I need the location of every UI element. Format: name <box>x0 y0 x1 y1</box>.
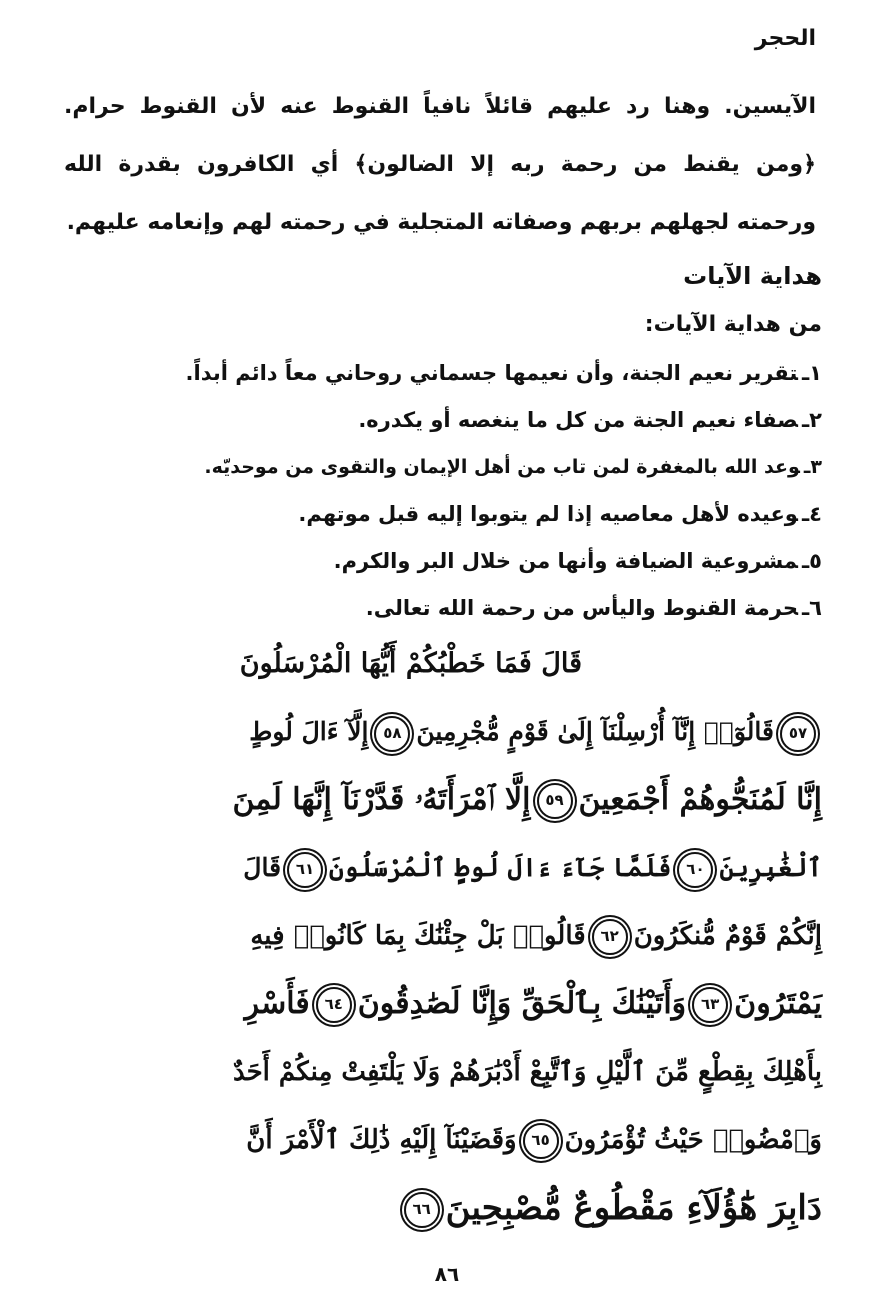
guidance-item <box>182 350 822 397</box>
quran-text: بِأَهْلِكَ بِقِطْعٍ مِّنَ ٱلَّيْلِ وَٱتَّبِعْ أَدْبَٰرَهُمْ وَلَا يَلْتَفِتْ مِنكُمْ أَحَدٌ <box>232 1057 822 1087</box>
ayah-number-marker: ٦٦ <box>404 1192 440 1228</box>
quran-verses <box>232 630 822 1242</box>
quran-line <box>232 1106 822 1174</box>
guidance-item-number: ٦ـ <box>801 596 822 620</box>
quran-line <box>232 834 822 902</box>
quran-text: ٱلْغَٰبِرِينَ <box>719 853 822 882</box>
page-number: ٨٦ <box>434 1262 460 1286</box>
guidance-list <box>182 350 822 632</box>
quran-line <box>232 1174 822 1242</box>
section-title: هداية الآيات <box>683 262 822 290</box>
quran-text: إِنَّا لَمُنَجُّوهُمْ أَجْمَعِينَ <box>578 782 822 817</box>
quran-text: يَمْتَرُونَ <box>734 986 822 1021</box>
quran-text: إِلَّآ ءَالَ لُوطٍ <box>249 717 369 746</box>
quran-line <box>232 630 822 698</box>
guidance-item-text: صفاء نعيم الجنة من كل ما ينغصه أو يكدره. <box>358 408 798 432</box>
quran-text: إِلَّا ٱمْرَأَتَهُۥ قَدَّرْنَآ إِنَّهَا لَمِنَ <box>232 782 531 817</box>
ayah-number-marker: ٥٩ <box>537 783 573 819</box>
guidance-item-text: مشروعية الضيافة وأنها من خلال البر والكرم. <box>333 549 798 573</box>
guidance-item-number: ٤ـ <box>801 502 822 526</box>
quran-line <box>232 970 822 1038</box>
quran-line <box>232 698 822 766</box>
guidance-item <box>182 491 822 538</box>
ayah-number-marker: ٥٨ <box>374 716 410 752</box>
quran-text: فَلَمَّا جَآءَ ءَالَ لُوطٍ ٱلْمُرْسَلُونَ <box>329 853 672 882</box>
guidance-item <box>182 585 822 632</box>
guidance-item <box>182 538 822 585</box>
quran-text: دَابِرَ هَٰٓؤُلَآءِ مَقْطُوعٌ مُّصْبِحِينَ <box>445 1188 822 1228</box>
guidance-item <box>182 397 822 444</box>
quran-line <box>232 1038 822 1106</box>
ayah-number-marker: ٥٧ <box>780 716 816 752</box>
ayah-number-marker: ٦٣ <box>692 987 728 1023</box>
quran-text: وَأَتَيْنَٰكَ بِٱلْحَقِّ وَإِنَّا لَصَٰدِقُونَ <box>357 986 687 1021</box>
quran-text: قَالَ <box>243 853 282 882</box>
ayah-number-marker: ٦١ <box>287 852 323 888</box>
ayah-number-marker: ٦٠ <box>677 852 713 888</box>
commentary-paragraph: الآيسين. وهنا رد عليهم قائلاً نافياً القنوط عنه لأن القنوط حرام. ﴿ومن يقنط من رحمة ربه إلا الضالون﴾ أي الكافرون بقدرة الله ورحمته لجهلهم بربهم وصفاته المتجلية في رحمته لهم وإنعامه عليهم. <box>64 94 816 235</box>
quran-text: وَٱمْضُوا۟ حَيْثُ تُؤْمَرُونَ <box>564 1125 822 1155</box>
quran-line <box>232 766 822 834</box>
guidance-item-number: ٢ـ <box>801 408 822 432</box>
quran-text: قَالَ فَمَا خَطْبُكُمْ أَيُّهَا الْمُرْسَلُونَ <box>239 648 582 679</box>
guidance-item-number: ١ـ <box>801 361 822 385</box>
ayah-number-marker: ٦٤ <box>316 987 352 1023</box>
quran-text: وَقَضَيْنَآ إِلَيْهِ ذَٰلِكَ ٱلْأَمْرَ أَنَّ <box>246 1125 517 1155</box>
quran-text: قَالُوٓا۟ إِنَّآ أُرْسِلْنَآ إِلَىٰ قَوْمٍ مُّجْرِمِينَ <box>416 717 774 746</box>
quran-text: إِنَّكُمْ قَوْمٌ مُّنكَرُونَ <box>633 921 822 951</box>
ayah-number-marker: ٦٥ <box>523 1123 559 1159</box>
guidance-intro: من هداية الآيات: <box>644 312 822 337</box>
quran-text: فَأَسْرِ <box>244 986 310 1021</box>
guidance-item-number: ٥ـ <box>801 549 822 573</box>
surah-name-header: الحجر <box>754 26 816 51</box>
guidance-item-text: وعيده لأهل معاصيه إذا لم يتوبوا إليه قبل موتهم. <box>298 502 798 526</box>
guidance-item-number: ٣ـ <box>803 456 822 478</box>
guidance-item-text: وعد الله بالمغفرة لمن تاب من أهل الإيمان والتقوى من موحديّه. <box>204 456 800 478</box>
ayah-number-marker: ٦٢ <box>592 919 628 955</box>
guidance-item-text: تقرير نعيم الجنة، وأن نعيمها جسماني روحاني معاً دائم أبداً. <box>185 361 798 385</box>
guidance-item <box>182 444 822 491</box>
quran-line <box>232 902 822 970</box>
quran-text: قَالُوا۟ بَلْ جِئْنَٰكَ بِمَا كَانُوا۟ فِيهِ <box>250 921 586 951</box>
guidance-item-text: حرمة القنوط واليأس من رحمة الله تعالى. <box>365 596 798 620</box>
